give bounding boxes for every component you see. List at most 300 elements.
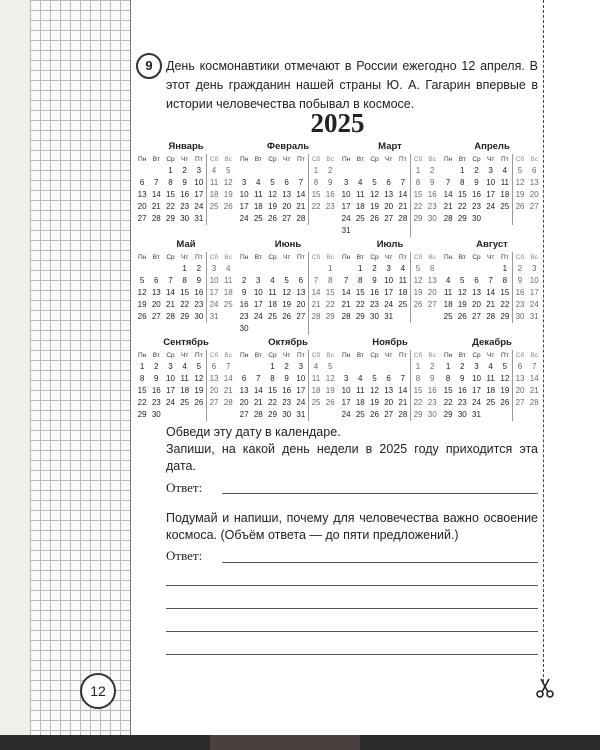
day-cell[interactable]: 15	[325, 288, 335, 297]
day-cell[interactable]: 29	[500, 312, 510, 321]
day-cell[interactable]: 17	[529, 288, 539, 297]
day-cell[interactable]: 6	[284, 178, 289, 187]
day-cell[interactable]: 25	[308, 397, 323, 409]
day-cell[interactable]: 25	[398, 300, 408, 309]
day-cell[interactable]: 25	[443, 312, 453, 321]
day-cell[interactable]: 16	[457, 386, 467, 395]
day-cell[interactable]: 8	[358, 276, 363, 285]
day-cell[interactable]: 2	[327, 166, 333, 175]
day-cell[interactable]: 28	[398, 214, 408, 223]
day-cell[interactable]: 28	[341, 312, 351, 321]
day-cell[interactable]: 1	[270, 362, 275, 371]
day-cell[interactable]: 9	[429, 374, 435, 383]
day-cell[interactable]: 3	[474, 362, 479, 371]
day-cell[interactable]: 23	[370, 300, 379, 309]
day-cell[interactable]: 13	[427, 276, 437, 285]
day-cell[interactable]: 21	[151, 202, 161, 211]
day-cell[interactable]: 18	[308, 385, 323, 397]
day-cell[interactable]: 6	[429, 264, 435, 273]
day-cell[interactable]: 13	[137, 190, 147, 199]
day-cell[interactable]: 5	[410, 263, 425, 275]
day-cell[interactable]: 26	[223, 202, 233, 211]
day-cell[interactable]: 12	[370, 386, 379, 395]
question2-answer-line-3[interactable]	[166, 608, 538, 609]
day-cell[interactable]: 30	[239, 324, 249, 333]
day-cell[interactable]: 29	[180, 312, 190, 321]
day-cell[interactable]: 30	[427, 410, 437, 419]
day-cell[interactable]: 7	[400, 374, 406, 383]
day-cell[interactable]: 29	[268, 410, 277, 419]
day-cell[interactable]: 1	[168, 166, 173, 175]
day-cell[interactable]: 9	[460, 374, 465, 383]
day-cell[interactable]: 26	[282, 312, 292, 321]
day-cell[interactable]: 2	[474, 166, 479, 175]
day-cell[interactable]: 12	[282, 288, 292, 297]
day-cell[interactable]: 16	[427, 190, 437, 199]
day-cell[interactable]: 11	[500, 178, 509, 187]
day-cell[interactable]: 16	[239, 300, 249, 309]
day-cell[interactable]: 17	[239, 202, 249, 211]
day-cell[interactable]: 21	[166, 300, 175, 309]
day-cell[interactable]: 24	[472, 398, 481, 407]
day-cell[interactable]: 13	[151, 288, 161, 297]
day-cell[interactable]: 24	[341, 214, 351, 223]
day-cell[interactable]: 14	[296, 190, 306, 199]
day-cell[interactable]: 8	[410, 177, 425, 189]
day-cell[interactable]: 18	[268, 300, 277, 309]
day-cell[interactable]: 14	[443, 190, 453, 199]
day-cell[interactable]: 8	[270, 374, 275, 383]
day-cell[interactable]: 20	[282, 202, 292, 211]
day-cell[interactable]: 18	[355, 202, 365, 211]
day-cell[interactable]: 10	[529, 276, 539, 285]
day-cell[interactable]: 26	[370, 410, 379, 419]
day-cell[interactable]: 3	[241, 178, 247, 187]
day-cell[interactable]: 3	[531, 264, 537, 273]
day-cell[interactable]: 7	[343, 276, 349, 285]
day-cell[interactable]: 15	[500, 288, 510, 297]
day-cell[interactable]: 11	[206, 177, 221, 189]
day-cell[interactable]: 18	[253, 202, 263, 211]
day-cell[interactable]: 2	[182, 166, 187, 175]
day-cell[interactable]: 26	[410, 299, 425, 311]
day-cell[interactable]: 13	[512, 373, 527, 385]
day-cell[interactable]: 15	[137, 386, 147, 395]
day-cell[interactable]: 22	[355, 300, 365, 309]
day-cell[interactable]: 27	[151, 312, 161, 321]
day-cell[interactable]: 2	[372, 264, 377, 273]
day-cell[interactable]: 8	[460, 178, 465, 187]
day-cell[interactable]: 18	[223, 288, 233, 297]
day-cell[interactable]: 25	[223, 300, 233, 309]
day-cell[interactable]: 11	[254, 190, 263, 199]
day-cell[interactable]: 8	[410, 373, 425, 385]
day-cell[interactable]: 25	[180, 398, 190, 407]
day-cell[interactable]: 21	[308, 299, 323, 311]
day-cell[interactable]: 11	[486, 374, 495, 383]
day-cell[interactable]: 12	[325, 374, 335, 383]
day-cell[interactable]: 25	[268, 312, 277, 321]
day-cell[interactable]: 28	[398, 410, 408, 419]
day-cell[interactable]: 8	[327, 276, 333, 285]
day-cell[interactable]: 1	[327, 264, 333, 273]
day-cell[interactable]: 26	[194, 398, 204, 407]
day-cell[interactable]: 18	[443, 300, 453, 309]
day-cell[interactable]: 27	[529, 202, 539, 211]
day-cell[interactable]: 11	[443, 288, 453, 297]
day-cell[interactable]: 22	[137, 398, 147, 407]
day-cell[interactable]: 4	[400, 264, 406, 273]
day-cell[interactable]: 17	[472, 386, 481, 395]
question1-answer-line[interactable]	[222, 493, 538, 494]
day-cell[interactable]: 10	[206, 275, 221, 287]
day-cell[interactable]: 19	[223, 190, 233, 199]
day-cell[interactable]: 1	[308, 165, 323, 177]
day-cell[interactable]: 22	[166, 202, 175, 211]
day-cell[interactable]: 15	[410, 385, 425, 397]
day-cell[interactable]: 14	[223, 374, 233, 383]
day-cell[interactable]: 17	[194, 190, 204, 199]
day-cell[interactable]: 2	[284, 362, 289, 371]
day-cell[interactable]: 15	[457, 190, 467, 199]
day-cell[interactable]: 15	[443, 386, 453, 395]
day-cell[interactable]: 1	[460, 166, 465, 175]
day-cell[interactable]: 26	[500, 398, 510, 407]
day-cell[interactable]: 28	[486, 312, 496, 321]
day-cell[interactable]: 10	[194, 178, 204, 187]
day-cell[interactable]: 21	[296, 202, 306, 211]
day-cell[interactable]: 18	[355, 398, 365, 407]
day-cell[interactable]: 16	[370, 288, 379, 297]
day-cell[interactable]: 4	[256, 178, 261, 187]
day-cell[interactable]: 30	[472, 214, 481, 223]
day-cell[interactable]: 22	[500, 300, 510, 309]
day-cell[interactable]: 9	[196, 276, 202, 285]
day-cell[interactable]: 13	[384, 190, 394, 199]
day-cell[interactable]: 13	[296, 288, 306, 297]
day-cell[interactable]: 27	[239, 410, 249, 419]
day-cell[interactable]: 25	[355, 410, 365, 419]
day-cell[interactable]: 21	[398, 202, 408, 211]
day-cell[interactable]: 8	[168, 178, 173, 187]
day-cell[interactable]: 17	[253, 300, 263, 309]
day-cell[interactable]: 30	[457, 410, 467, 419]
day-cell[interactable]: 5	[512, 165, 527, 177]
day-cell[interactable]: 6	[386, 178, 391, 187]
question2-answer-line-4[interactable]	[166, 631, 538, 632]
day-cell[interactable]: 2	[429, 166, 435, 175]
day-cell[interactable]: 22	[180, 300, 190, 309]
day-cell[interactable]: 5	[225, 166, 231, 175]
day-cell[interactable]: 1	[139, 362, 145, 371]
day-cell[interactable]: 16	[180, 190, 190, 199]
day-cell[interactable]: 4	[206, 165, 221, 177]
day-cell[interactable]: 11	[180, 374, 189, 383]
day-cell[interactable]: 17	[341, 398, 351, 407]
day-cell[interactable]: 29	[410, 409, 425, 421]
day-cell[interactable]: 8	[308, 177, 323, 189]
day-cell[interactable]: 13	[529, 178, 539, 187]
day-cell[interactable]: 11	[356, 190, 365, 199]
day-cell[interactable]: 4	[358, 374, 363, 383]
day-cell[interactable]: 18	[486, 386, 496, 395]
day-cell[interactable]: 19	[410, 287, 425, 299]
day-cell[interactable]: 3	[196, 166, 202, 175]
day-cell[interactable]: 20	[206, 385, 221, 397]
day-cell[interactable]: 7	[298, 178, 304, 187]
day-cell[interactable]: 3	[256, 276, 261, 285]
day-cell[interactable]: 24	[486, 202, 496, 211]
day-cell[interactable]: 3	[386, 264, 391, 273]
day-cell[interactable]: 19	[370, 398, 379, 407]
day-cell[interactable]: 19	[457, 300, 467, 309]
day-cell[interactable]: 3	[298, 362, 304, 371]
day-cell[interactable]: 29	[457, 214, 467, 223]
day-cell[interactable]: 22	[410, 201, 425, 213]
day-cell[interactable]: 6	[474, 276, 479, 285]
day-cell[interactable]: 28	[529, 398, 539, 407]
day-cell[interactable]: 28	[166, 312, 175, 321]
day-cell[interactable]: 23	[457, 398, 467, 407]
question2-answer-line-1[interactable]	[222, 562, 538, 563]
day-cell[interactable]: 28	[296, 214, 306, 223]
day-cell[interactable]: 9	[512, 275, 527, 287]
day-cell[interactable]: 8	[139, 374, 145, 383]
day-cell[interactable]: 29	[355, 312, 365, 321]
day-cell[interactable]: 24	[296, 398, 306, 407]
day-cell[interactable]: 6	[154, 276, 159, 285]
day-cell[interactable]: 14	[486, 288, 496, 297]
day-cell[interactable]: 9	[372, 276, 377, 285]
day-cell[interactable]: 14	[308, 287, 323, 299]
day-cell[interactable]: 29	[137, 410, 147, 419]
day-cell[interactable]: 9	[182, 178, 187, 187]
question2-answer-line-2[interactable]	[166, 585, 538, 586]
day-cell[interactable]: 28	[151, 214, 161, 223]
day-cell[interactable]: 18	[398, 288, 408, 297]
day-cell[interactable]: 30	[512, 311, 527, 323]
day-cell[interactable]: 31	[529, 312, 539, 321]
day-cell[interactable]: 16	[512, 287, 527, 299]
day-cell[interactable]: 9	[327, 178, 333, 187]
day-cell[interactable]: 13	[384, 386, 394, 395]
day-cell[interactable]: 14	[166, 288, 175, 297]
day-cell[interactable]: 22	[325, 300, 335, 309]
day-cell[interactable]: 22	[268, 398, 277, 407]
day-cell[interactable]: 2	[241, 276, 247, 285]
day-cell[interactable]: 24	[194, 202, 204, 211]
day-cell[interactable]: 14	[398, 386, 408, 395]
day-cell[interactable]: 3	[343, 374, 349, 383]
day-cell[interactable]: 10	[472, 374, 481, 383]
day-cell[interactable]: 30	[370, 312, 379, 321]
day-cell[interactable]: 12	[370, 190, 379, 199]
day-cell[interactable]: 16	[194, 288, 204, 297]
day-cell[interactable]: 20	[427, 288, 437, 297]
day-cell[interactable]: 18	[180, 386, 190, 395]
day-cell[interactable]: 10	[384, 276, 394, 285]
day-cell[interactable]: 6	[512, 361, 527, 373]
day-cell[interactable]: 29	[166, 214, 175, 223]
day-cell[interactable]: 15	[410, 189, 425, 201]
day-cell[interactable]: 24	[206, 299, 221, 311]
day-cell[interactable]: 27	[512, 397, 527, 409]
day-cell[interactable]: 5	[139, 276, 145, 285]
day-cell[interactable]: 7	[445, 178, 451, 187]
day-cell[interactable]: 30	[427, 214, 437, 223]
day-cell[interactable]: 15	[166, 190, 175, 199]
day-cell[interactable]: 23	[282, 398, 292, 407]
day-cell[interactable]: 29	[325, 312, 335, 321]
day-cell[interactable]: 4	[488, 362, 493, 371]
day-cell[interactable]: 7	[256, 374, 261, 383]
day-cell[interactable]: 17	[206, 287, 221, 299]
day-cell[interactable]: 19	[194, 386, 204, 395]
day-cell[interactable]: 23	[472, 202, 481, 211]
day-cell[interactable]: 4	[502, 166, 508, 175]
day-cell[interactable]: 23	[239, 312, 249, 321]
day-cell[interactable]: 2	[196, 264, 202, 273]
day-cell[interactable]: 2	[154, 362, 159, 371]
day-cell[interactable]: 20	[151, 300, 161, 309]
day-cell[interactable]: 27	[384, 410, 394, 419]
day-cell[interactable]: 14	[253, 386, 263, 395]
day-cell[interactable]: 8	[502, 276, 508, 285]
day-cell[interactable]: 15	[268, 386, 277, 395]
day-cell[interactable]: 27	[282, 214, 292, 223]
day-cell[interactable]: 2	[460, 362, 465, 371]
day-cell[interactable]: 7	[168, 276, 173, 285]
day-cell[interactable]: 23	[151, 398, 161, 407]
day-cell[interactable]: 26	[268, 214, 277, 223]
day-cell[interactable]: 31	[384, 312, 394, 321]
day-cell[interactable]: 10	[341, 190, 351, 199]
day-cell[interactable]: 3	[488, 166, 493, 175]
day-cell[interactable]: 12	[194, 374, 204, 383]
day-cell[interactable]: 10	[486, 178, 496, 187]
day-cell[interactable]: 31	[194, 214, 204, 223]
day-cell[interactable]: 12	[500, 374, 510, 383]
day-cell[interactable]: 3	[206, 263, 221, 275]
day-cell[interactable]: 24	[239, 214, 249, 223]
day-cell[interactable]: 9	[474, 178, 479, 187]
day-cell[interactable]: 2	[429, 362, 435, 371]
day-cell[interactable]: 4	[358, 178, 363, 187]
day-cell[interactable]: 16	[427, 386, 437, 395]
day-cell[interactable]: 11	[356, 386, 365, 395]
day-cell[interactable]: 20	[384, 202, 394, 211]
day-cell[interactable]: 23	[512, 299, 527, 311]
day-cell[interactable]: 9	[154, 374, 159, 383]
day-cell[interactable]: 30	[282, 410, 292, 419]
day-cell[interactable]: 1	[182, 264, 187, 273]
day-cell[interactable]: 21	[486, 300, 496, 309]
day-cell[interactable]: 19	[500, 386, 510, 395]
day-cell[interactable]: 23	[427, 398, 437, 407]
day-cell[interactable]: 6	[206, 361, 221, 373]
day-cell[interactable]: 4	[182, 362, 187, 371]
day-cell[interactable]: 11	[398, 276, 407, 285]
day-cell[interactable]: 26	[137, 312, 147, 321]
day-cell[interactable]: 13	[239, 386, 249, 395]
day-cell[interactable]: 10	[296, 374, 306, 383]
question2-answer-line-5[interactable]	[166, 654, 538, 655]
day-cell[interactable]: 30	[194, 312, 204, 321]
day-cell[interactable]: 25	[206, 201, 221, 213]
day-cell[interactable]: 22	[457, 202, 467, 211]
day-cell[interactable]: 16	[282, 386, 292, 395]
day-cell[interactable]: 16	[151, 386, 161, 395]
day-cell[interactable]: 25	[486, 398, 496, 407]
day-cell[interactable]: 24	[384, 300, 394, 309]
day-cell[interactable]: 10	[239, 190, 249, 199]
day-cell[interactable]: 19	[268, 202, 277, 211]
day-cell[interactable]: 28	[223, 398, 233, 407]
day-cell[interactable]: 27	[137, 214, 147, 223]
day-cell[interactable]: 19	[512, 189, 527, 201]
day-cell[interactable]: 3	[168, 362, 173, 371]
day-cell[interactable]: 10	[253, 288, 263, 297]
day-cell[interactable]: 2	[512, 263, 527, 275]
day-cell[interactable]: 26	[457, 312, 467, 321]
day-cell[interactable]: 24	[166, 398, 175, 407]
day-cell[interactable]: 15	[355, 288, 365, 297]
day-cell[interactable]: 5	[270, 178, 275, 187]
day-cell[interactable]: 31	[472, 410, 481, 419]
day-cell[interactable]: 9	[429, 178, 435, 187]
day-cell[interactable]: 31	[296, 410, 306, 419]
day-cell[interactable]: 12	[457, 288, 467, 297]
day-cell[interactable]: 28	[443, 214, 453, 223]
day-cell[interactable]: 5	[196, 362, 202, 371]
day-cell[interactable]: 7	[225, 362, 231, 371]
day-cell[interactable]: 19	[370, 202, 379, 211]
day-cell[interactable]: 4	[445, 276, 451, 285]
day-cell[interactable]: 25	[355, 214, 365, 223]
day-cell[interactable]: 26	[325, 398, 335, 407]
day-cell[interactable]: 31	[341, 226, 351, 235]
day-cell[interactable]: 18	[206, 189, 221, 201]
day-cell[interactable]: 27	[384, 214, 394, 223]
day-cell[interactable]: 19	[282, 300, 292, 309]
day-cell[interactable]: 6	[298, 276, 304, 285]
day-cell[interactable]: 1	[358, 264, 363, 273]
day-cell[interactable]: 28	[253, 410, 263, 419]
day-cell[interactable]: 7	[308, 275, 323, 287]
day-cell[interactable]: 9	[284, 374, 289, 383]
day-cell[interactable]: 21	[223, 386, 233, 395]
day-cell[interactable]: 30	[180, 214, 190, 223]
day-cell[interactable]: 4	[308, 361, 323, 373]
day-cell[interactable]: 21	[253, 398, 263, 407]
day-cell[interactable]: 17	[384, 288, 394, 297]
day-cell[interactable]: 7	[531, 362, 537, 371]
day-cell[interactable]: 20	[384, 398, 394, 407]
day-cell[interactable]: 21	[398, 398, 408, 407]
day-cell[interactable]: 4	[225, 264, 231, 273]
day-cell[interactable]: 5	[372, 374, 377, 383]
day-cell[interactable]: 27	[427, 300, 437, 309]
day-cell[interactable]: 12	[137, 288, 147, 297]
day-cell[interactable]: 11	[224, 276, 233, 285]
day-cell[interactable]: 1	[445, 362, 451, 371]
day-cell[interactable]: 27	[472, 312, 481, 321]
day-cell[interactable]: 17	[296, 386, 306, 395]
day-cell[interactable]: 25	[253, 214, 263, 223]
day-cell[interactable]: 6	[139, 178, 145, 187]
day-cell[interactable]: 10	[341, 386, 351, 395]
day-cell[interactable]: 28	[308, 311, 323, 323]
